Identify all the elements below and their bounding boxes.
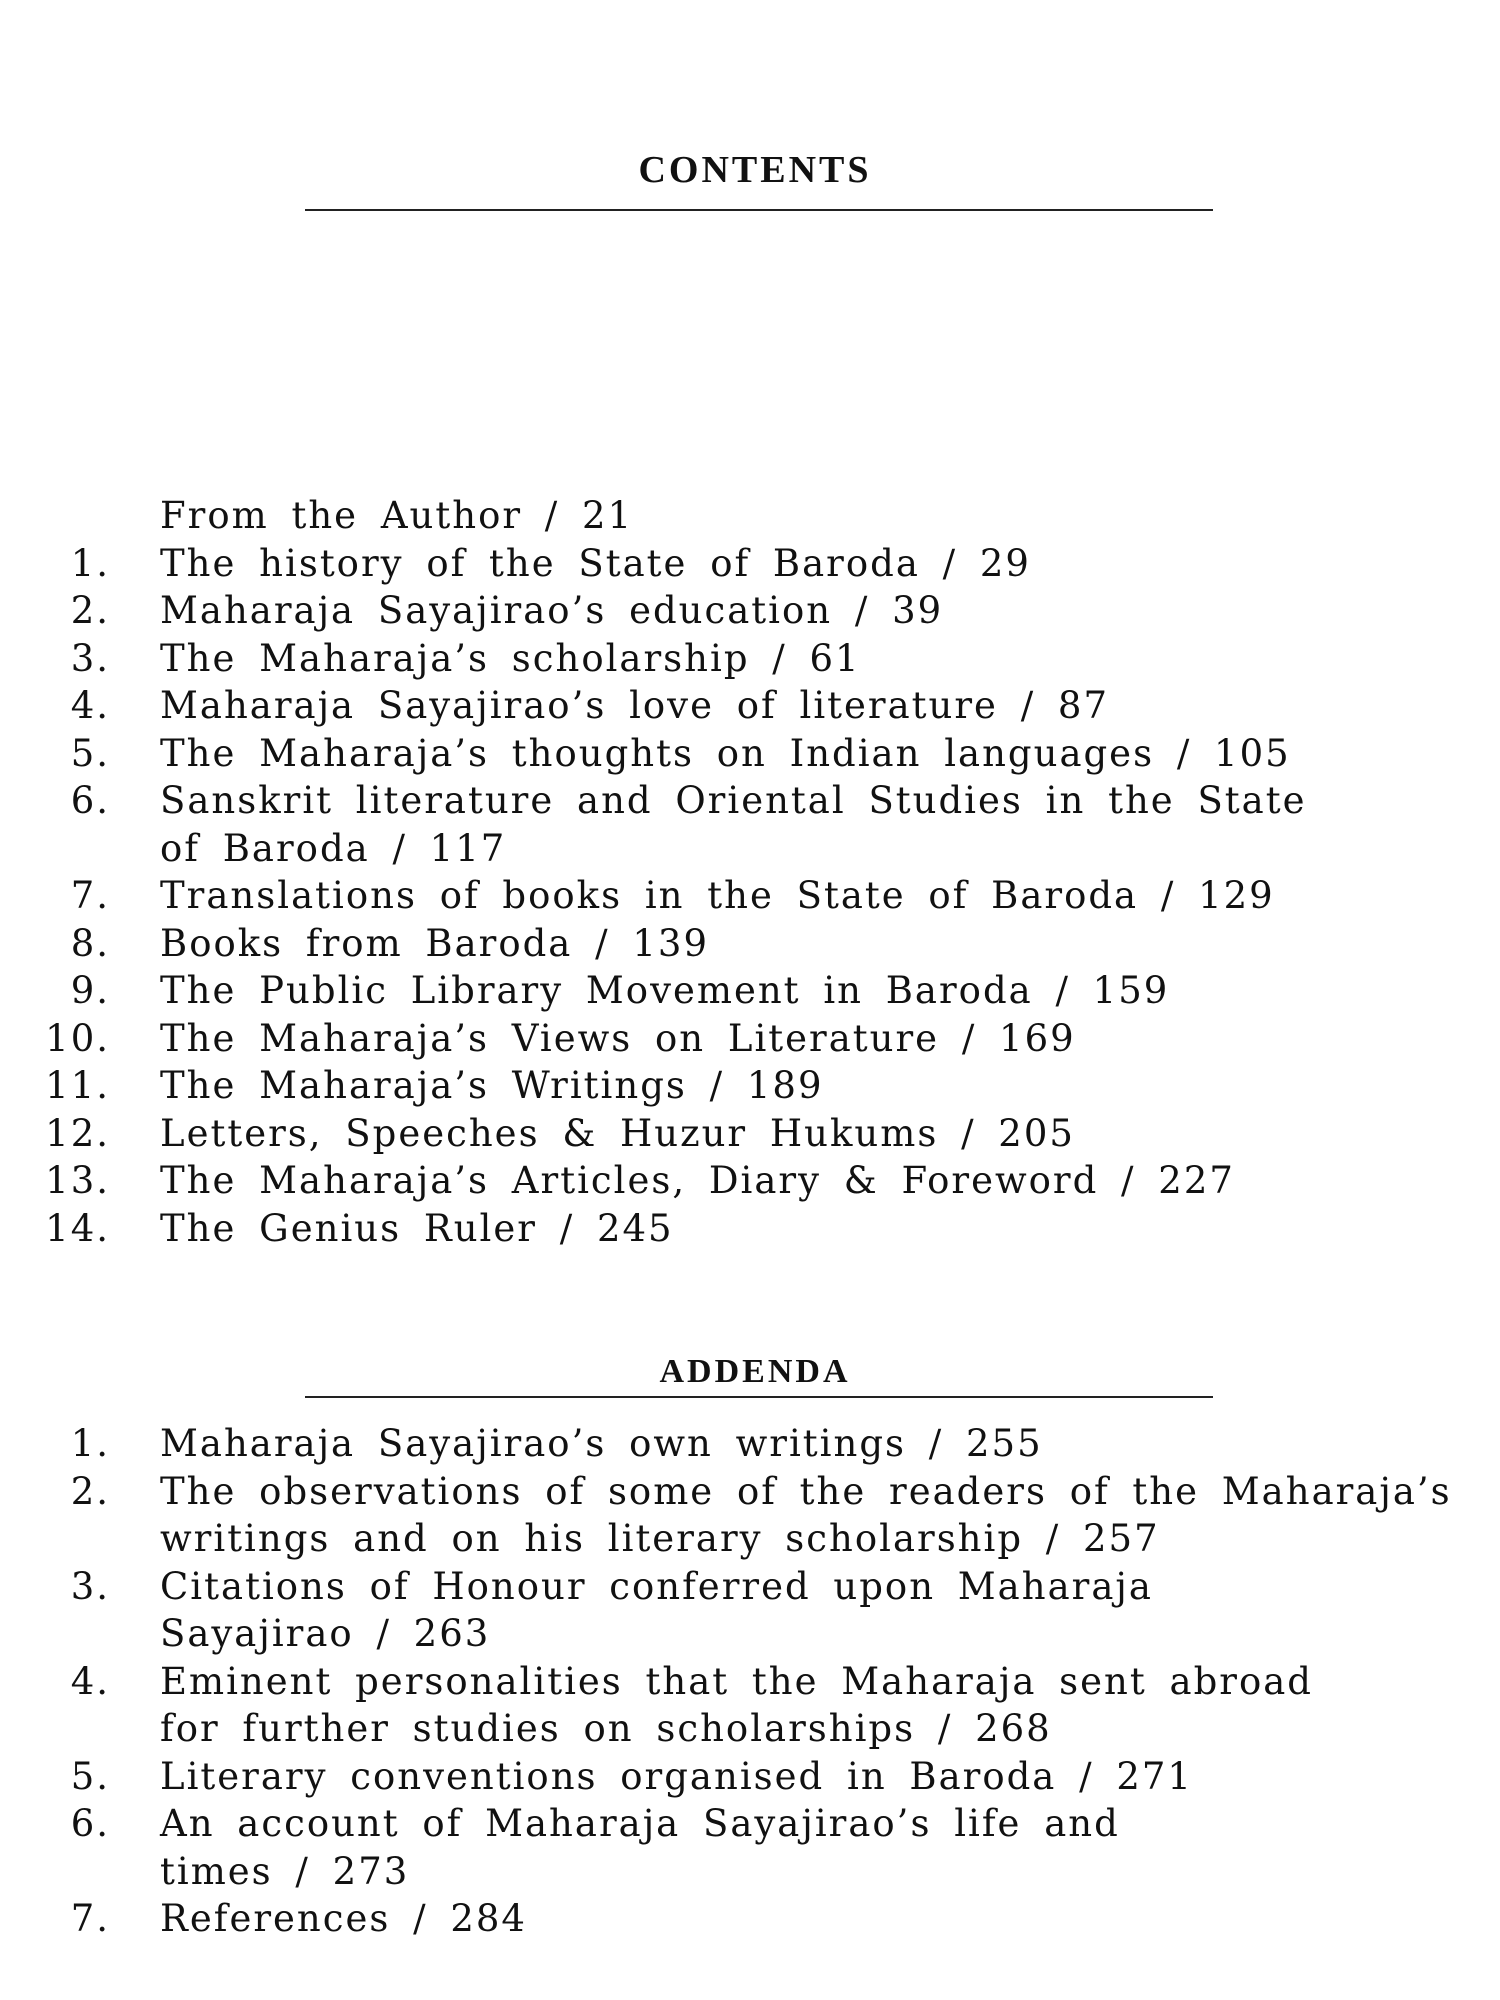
entry-number: 5. <box>70 1754 110 1798</box>
entry-number: 6. <box>70 1802 110 1845</box>
contents-entry <box>0 967 1500 1015</box>
contents-entry <box>0 872 1500 920</box>
contents-entry <box>0 730 1500 778</box>
addenda-entry <box>0 1468 1500 1563</box>
contents-entry <box>0 1015 1500 1063</box>
entry-number: 9. <box>70 969 110 1012</box>
entry-title: The Maharaja’s Views on Literature / 169 <box>160 1016 1076 1060</box>
entry-number: 14. <box>45 1206 110 1250</box>
entry-title: From the Author / 21 <box>160 494 634 537</box>
contents-entry <box>0 1062 1500 1110</box>
entry-title: The Public Library Movement in Baroda / 159 <box>160 969 1170 1012</box>
entry-title: The Maharaja’s Writings / 189 <box>160 1064 824 1107</box>
entry-title: References / 284 <box>160 1897 527 1940</box>
addenda-divider <box>305 1396 1213 1398</box>
entry-title: Eminent personalities that the Maharaja sent abroad for further studies on scholarships / 268 <box>160 1659 1313 1750</box>
entry-number: 1. <box>70 1422 110 1465</box>
entry-title: The observations of some of the readers of the Maharaja’s writings and on his literary scholarship / 257 <box>160 1469 1452 1560</box>
contents-entry <box>0 1157 1500 1205</box>
entry-number: 2. <box>70 589 110 632</box>
contents-entry <box>0 492 1500 540</box>
entry-title: Literary conventions organised in Baroda / 271 <box>160 1754 1193 1798</box>
entry-number: 12. <box>45 1111 110 1155</box>
contents-entry <box>0 1205 1500 1253</box>
entry-title: The history of the State of Baroda / 29 <box>160 541 1031 585</box>
entry-title: Maharaja Sayajirao’s own writings / 255 <box>160 1422 1043 1465</box>
entry-title: The Genius Ruler / 245 <box>160 1206 674 1250</box>
entry-number: 5. <box>70 731 110 775</box>
entry-title: An account of Maharaja Sayajirao’s life and times / 273 <box>160 1802 1120 1893</box>
entry-title: The Maharaja’s Articles, Diary & Foreword / 227 <box>160 1159 1235 1202</box>
entry-number: 10. <box>45 1016 110 1060</box>
contents-entry <box>0 682 1500 730</box>
entry-title: The Maharaja’s scholarship / 61 <box>160 636 861 680</box>
entry-number: 6. <box>70 779 110 822</box>
contents-entry <box>0 540 1500 588</box>
entry-title: Books from Baroda / 139 <box>160 921 709 965</box>
entry-title: Letters, Speeches & Huzur Hukums / 205 <box>160 1111 1075 1155</box>
addenda-entry <box>0 1800 1500 1895</box>
entry-number: 11. <box>45 1064 110 1107</box>
entry-title: Citations of Honour conferred upon Maharaja Sayajirao / 263 <box>160 1564 1153 1655</box>
entry-number: 3. <box>70 1564 110 1608</box>
entry-title: Maharaja Sayajirao’s love of literature / 87 <box>160 684 1110 727</box>
contents-heading: CONTENTS <box>638 149 872 191</box>
contents-entry <box>0 920 1500 968</box>
entry-title: Sanskrit literature and Oriental Studies in the State of Baroda / 117 <box>160 779 1307 870</box>
contents-entry <box>0 635 1500 683</box>
contents-divider <box>305 209 1213 211</box>
entry-number: 4. <box>70 1659 110 1703</box>
addenda-entry <box>0 1563 1500 1658</box>
contents-entry <box>0 777 1500 872</box>
entry-title: Maharaja Sayajirao’s education / 39 <box>160 589 944 632</box>
entry-title: Translations of books in the State of Baroda / 129 <box>160 874 1275 917</box>
contents-entry <box>0 1110 1500 1158</box>
addenda-entry <box>0 1420 1500 1468</box>
entry-title: The Maharaja’s thoughts on Indian languages / 105 <box>160 731 1291 775</box>
addenda-entry <box>0 1658 1500 1753</box>
contents-entry <box>0 587 1500 635</box>
entry-number: 1. <box>70 541 110 585</box>
addenda-entry <box>0 1895 1500 1943</box>
entry-number: 8. <box>70 921 110 965</box>
contents-list <box>0 492 1500 1252</box>
addenda-entry <box>0 1753 1500 1801</box>
addenda-list <box>0 1420 1500 1943</box>
entry-number: 13. <box>45 1159 110 1202</box>
entry-number: 3. <box>70 636 110 680</box>
entry-number: 7. <box>70 874 110 917</box>
entry-number: 7. <box>70 1897 110 1940</box>
entry-number: 2. <box>70 1469 110 1513</box>
addenda-heading: ADDENDA <box>659 1353 851 1390</box>
entry-number: 4. <box>70 684 110 727</box>
